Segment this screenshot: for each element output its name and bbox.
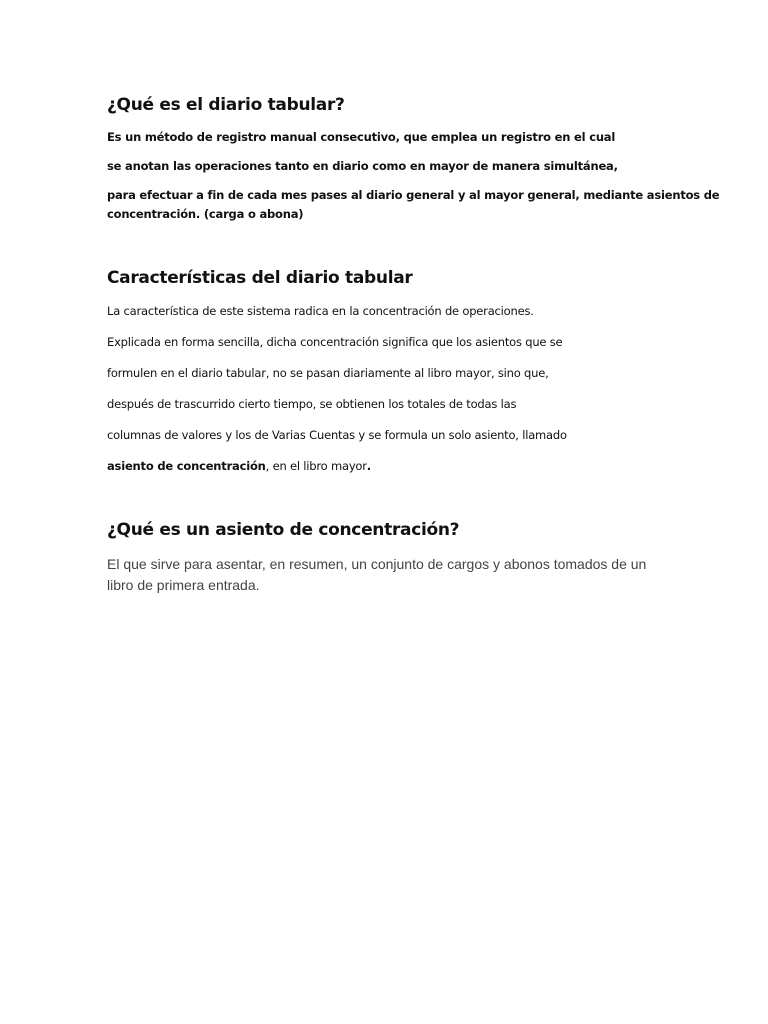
- heading-caracteristicas: Características del diario tabular: [107, 268, 413, 288]
- paragraph-line: se anotan las operaciones tanto en diario como en mayor de manera simultánea,: [107, 159, 618, 173]
- paragraph-definition: El que sirve para asentar, en resumen, un conjunto de cargos y abonos tomados de un libro de primera entrada.: [107, 556, 647, 593]
- paragraph-line: formulen en el diario tabular, no se pasan diariamente al libro mayor, sino que,: [107, 366, 549, 380]
- heading-asiento-concentracion: ¿Qué es un asiento de concentración?: [107, 520, 460, 540]
- text-rest: , en el libro mayor: [265, 459, 367, 473]
- paragraph-line: columnas de valores y los de Varias Cuentas y se formula un solo asiento, llamado: [107, 428, 567, 442]
- heading-que-es-diario-tabular: ¿Qué es el diario tabular?: [107, 95, 345, 115]
- paragraph-line: después de trascurrido cierto tiempo, se obtienen los totales de todas las: [107, 397, 517, 411]
- paragraph-line: La característica de este sistema radica en la concentración de operaciones.: [107, 304, 534, 318]
- paragraph-line: concentración. (carga o abona): [107, 207, 304, 221]
- paragraph-line: Es un método de registro manual consecutivo, que emplea un registro en el cual: [107, 130, 616, 144]
- bold-period: .: [366, 459, 371, 473]
- bold-term: asiento de concentración: [107, 459, 266, 473]
- paragraph-line: para efectuar a fin de cada mes pases al diario general y al mayor general, mediante asientos de: [107, 188, 720, 202]
- paragraph-line-last: [107, 457, 371, 475]
- paragraph-line: Explicada en forma sencilla, dicha concentración significa que los asientos que se: [107, 335, 563, 349]
